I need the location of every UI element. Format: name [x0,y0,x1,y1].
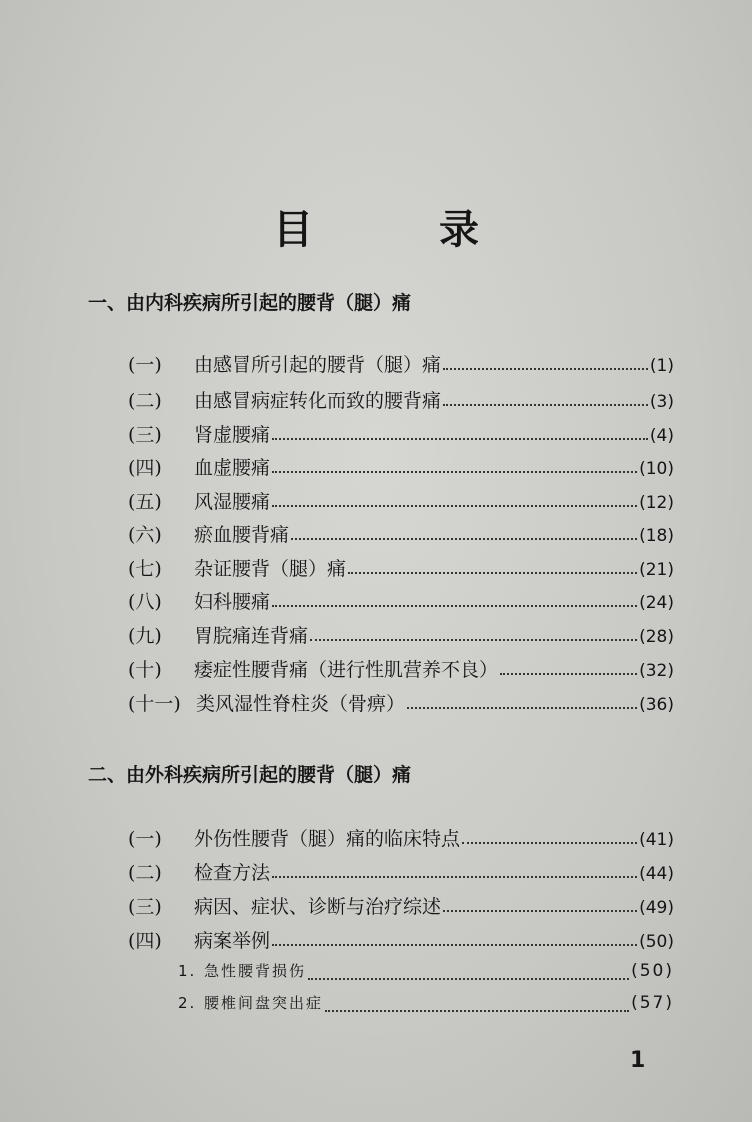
entry-number: (二) [128,862,162,884]
entry-number: (四) [128,930,162,952]
leader-dots [272,876,637,878]
entry-label: 病案举例 [194,930,271,952]
entry-page: (28) [639,627,674,647]
entry-label: 痿症性腰背痛（进行性肌营养不良） [194,659,499,681]
entry-label: 杂证腰背（腿）痛 [194,558,347,580]
entry-page: (4) [649,426,674,446]
entry-label: 由感冒所引起的腰背（腿）痛 [194,354,442,376]
leader-dots [272,438,648,440]
entry-page: (32) [639,661,674,681]
toc-entry[interactable] [128,824,674,854]
toc-entry[interactable] [128,520,674,550]
entry-page: (57) [631,993,674,1013]
entry-page: (50) [631,961,674,981]
entry-number: (四) [128,457,162,479]
entry-label: 腰椎间盘突出症 [204,994,324,1012]
toc-entry[interactable] [128,689,674,719]
toc-entry[interactable] [128,621,674,651]
entry-label: 妇科腰痛 [194,591,271,613]
toc-entry[interactable] [128,858,674,888]
toc-entry[interactable] [128,487,674,517]
page-title: 目 录 [273,206,535,253]
toc-entry[interactable] [128,587,674,617]
entry-number: (五) [128,491,162,513]
toc-entry[interactable] [128,350,674,380]
entry-page: (12) [639,493,674,513]
entry-number: (一) [128,354,162,376]
entry-label: 急性腰背损伤 [204,962,307,980]
entry-number: (十一) [128,693,181,715]
entry-page: (21) [639,560,674,580]
entry-number: (十) [128,659,162,681]
entry-number: (九) [128,625,162,647]
toc-entry[interactable] [128,386,674,416]
entry-number: (一) [128,828,162,850]
leader-dots [272,605,637,607]
leader-dots [348,572,637,574]
entry-page: (18) [639,526,674,546]
toc-subentry[interactable] [178,960,674,990]
entry-label: 由感冒病症转化而致的腰背痛 [194,390,442,412]
entry-page: (10) [639,459,674,479]
entry-page: (36) [639,695,674,715]
entry-label: 风湿腰痛 [194,491,271,513]
toc-entry[interactable] [128,926,674,956]
page-number: 1 [630,1048,646,1073]
toc-entry[interactable] [128,892,674,922]
leader-dots [272,471,637,473]
entry-page: (24) [639,593,674,613]
entry-number: (三) [128,896,162,918]
entry-number: (八) [128,591,162,613]
leader-dots [325,1010,629,1012]
leader-dots [308,978,629,980]
entry-page: (49) [639,898,674,918]
leader-dots [500,673,637,675]
entry-number: 2. [178,994,197,1012]
leader-dots [443,368,648,370]
leader-dots [462,842,637,844]
entry-label: 血虚腰痛 [194,457,271,479]
leader-dots [443,404,648,406]
toc-entry[interactable] [128,655,674,685]
entry-label: 胃脘痛连背痛 [194,625,309,647]
entry-label: 瘀血腰背痛 [194,524,290,546]
leader-dots [291,538,637,540]
section-heading-2: 二、由外科疾病所引起的腰背（腿）痛 [88,764,412,786]
entry-label: 类风湿性脊柱炎（骨痹） [196,693,406,715]
toc-entry[interactable] [128,554,674,584]
leader-dots [272,505,637,507]
toc-subentry[interactable] [178,992,674,1022]
entry-number: 1. [178,962,197,980]
toc-entry[interactable] [128,420,674,450]
entry-page: (1) [649,356,674,376]
entry-label: 肾虚腰痛 [194,424,271,446]
entry-page: (50) [639,932,674,952]
entry-page: (3) [649,392,674,412]
leader-dots [443,910,637,912]
toc-entry[interactable] [128,453,674,483]
entry-label: 外伤性腰背（腿）痛的临床特点 [194,828,461,850]
section-heading-1: 一、由内科疾病所引起的腰背（腿）痛 [88,292,412,314]
entry-number: (二) [128,390,162,412]
entry-label: 病因、症状、诊断与治疗综述 [194,896,442,918]
leader-dots [310,639,637,641]
entry-number: (六) [128,524,162,546]
entry-page: (41) [639,830,674,850]
entry-number: (七) [128,558,162,580]
leader-dots [272,944,637,946]
leader-dots [407,707,637,709]
entry-number: (三) [128,424,162,446]
entry-label: 检查方法 [194,862,271,884]
entry-page: (44) [639,864,674,884]
